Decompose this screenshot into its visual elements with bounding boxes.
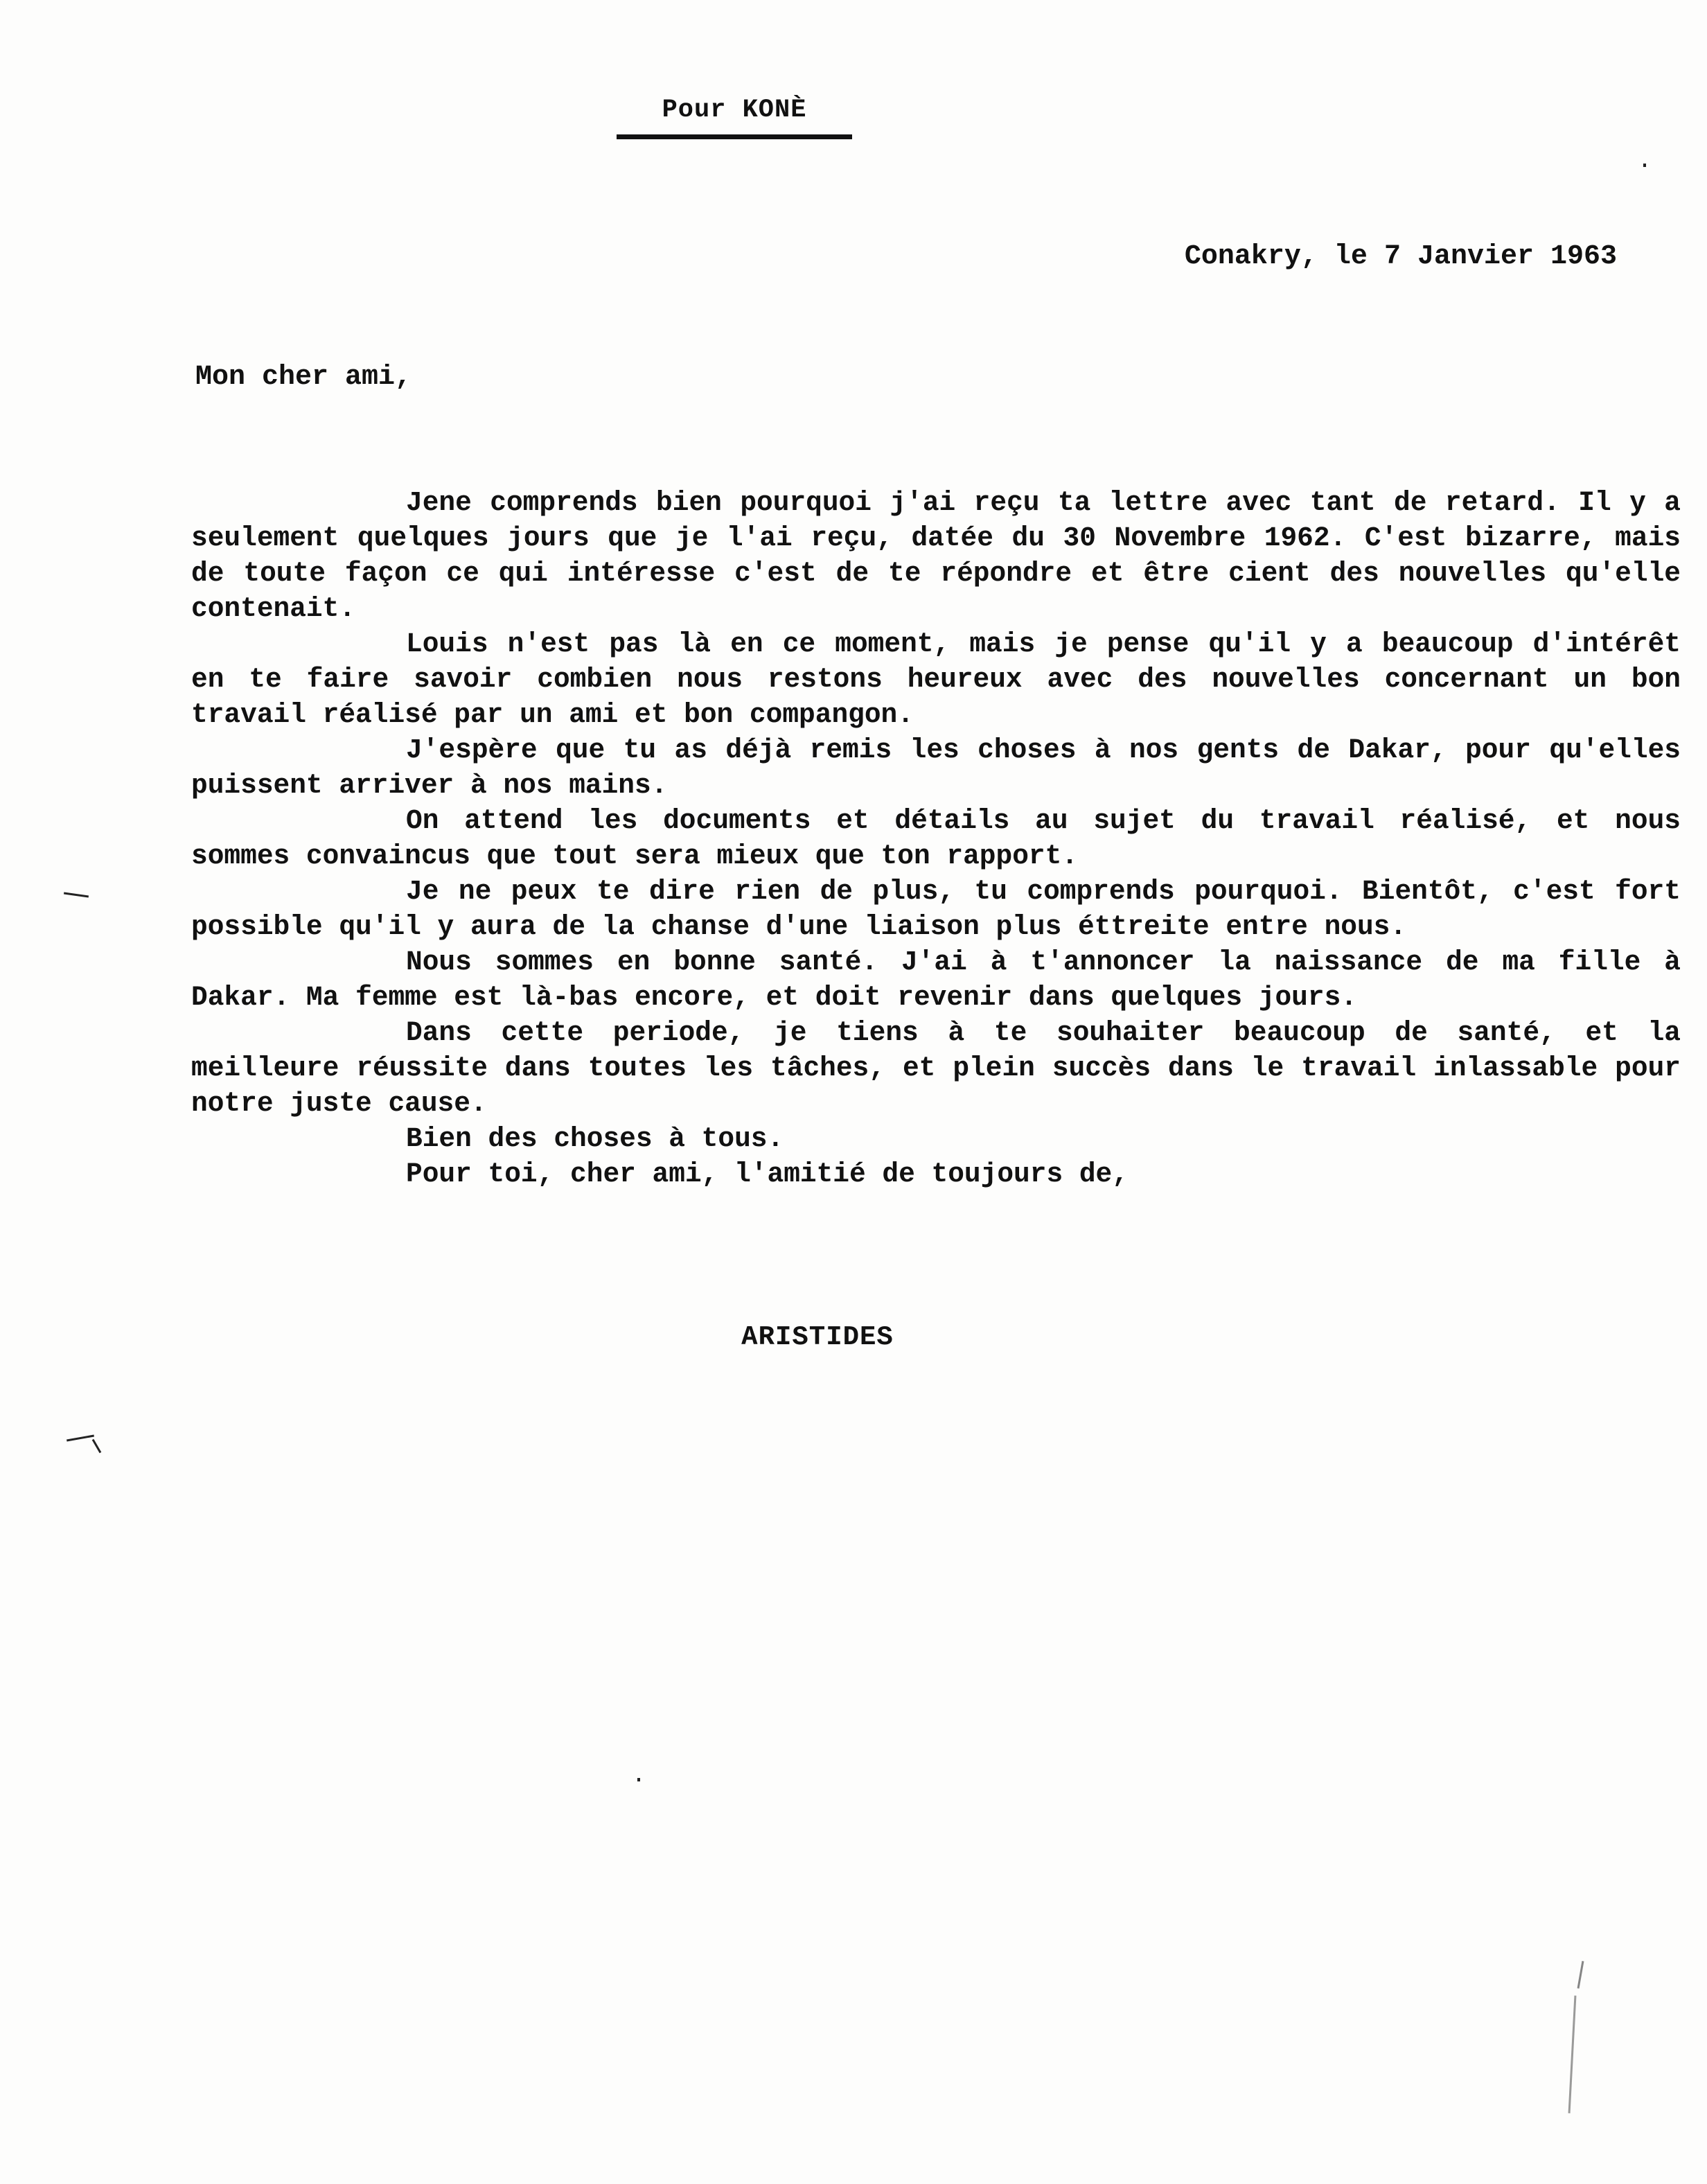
letter-body: [191, 485, 1681, 1192]
letter-closing-line: Pour toi, cher ami, l'amitié de toujours de,: [406, 1159, 1129, 1190]
scan-mark: [1643, 164, 1646, 167]
scan-mark: [1568, 1996, 1577, 2113]
letter-paragraph: Dans cette periode, je tiens à te souhaiter beaucoup de santé, et la meilleure réussite dans toutes les tâches, et plein succès dans le travail inlassable pour notre juste cause.: [191, 1017, 1681, 1119]
letter-paragraph: J'espère que tu as déjà remis les choses à nos gents de Dakar, pour qu'elles puissent arriver à nos mains.: [191, 734, 1681, 801]
scan-mark: [1577, 1961, 1584, 1989]
letter-paragraph: Je ne peux te dire rien de plus, tu comprends pourquoi. Bientôt, c'est fort possible qu'il y aura de la chanse d'une liaison plus éttreite entre nous.: [191, 876, 1681, 942]
letter-heading: Pour KONÈ: [617, 96, 852, 139]
letter-salutation: Mon cher ami,: [195, 362, 412, 393]
letter-paragraph: Louis n'est pas là en ce moment, mais je pense qu'il y a beaucoup d'intérêt en te faire savoir combien nous restons heureux avec des nouvelles concernant un bon travail réalisé par un ami et bon compangon.: [191, 628, 1681, 730]
letter-dateline: Conakry, le 7 Janvier 1963: [1184, 241, 1617, 272]
scan-mark: [637, 1778, 640, 1781]
letter-paragraph: Nous sommes en bonne santé. J'ai à t'annoncer la naissance de ma fille à Dakar. Ma femme est là-bas encore, et doit revenir dans quelques jours.: [191, 946, 1681, 1013]
letter-paragraph: On attend les documents et détails au sujet du travail réalisé, et nous sommes convaincus que tout sera mieux que ton rapport.: [191, 805, 1681, 872]
letter-paragraph: Jene comprends bien pourquoi j'ai reçu ta lettre avec tant de retard. Il y a seulement quelques jours que je l'ai reçu, datée du 30 Novembre 1962. C'est bizarre, mais de toute façon ce qui intéresse c'est de te répondre et être cient des nouvelles qu'elle contenait.: [191, 487, 1681, 624]
scan-mark: [67, 1435, 94, 1442]
scan-mark: [64, 892, 89, 898]
letter-closing-line: Bien des choses à tous.: [406, 1123, 784, 1154]
scan-mark: [92, 1439, 102, 1454]
letter-signature: ARISTIDES: [741, 1322, 894, 1353]
